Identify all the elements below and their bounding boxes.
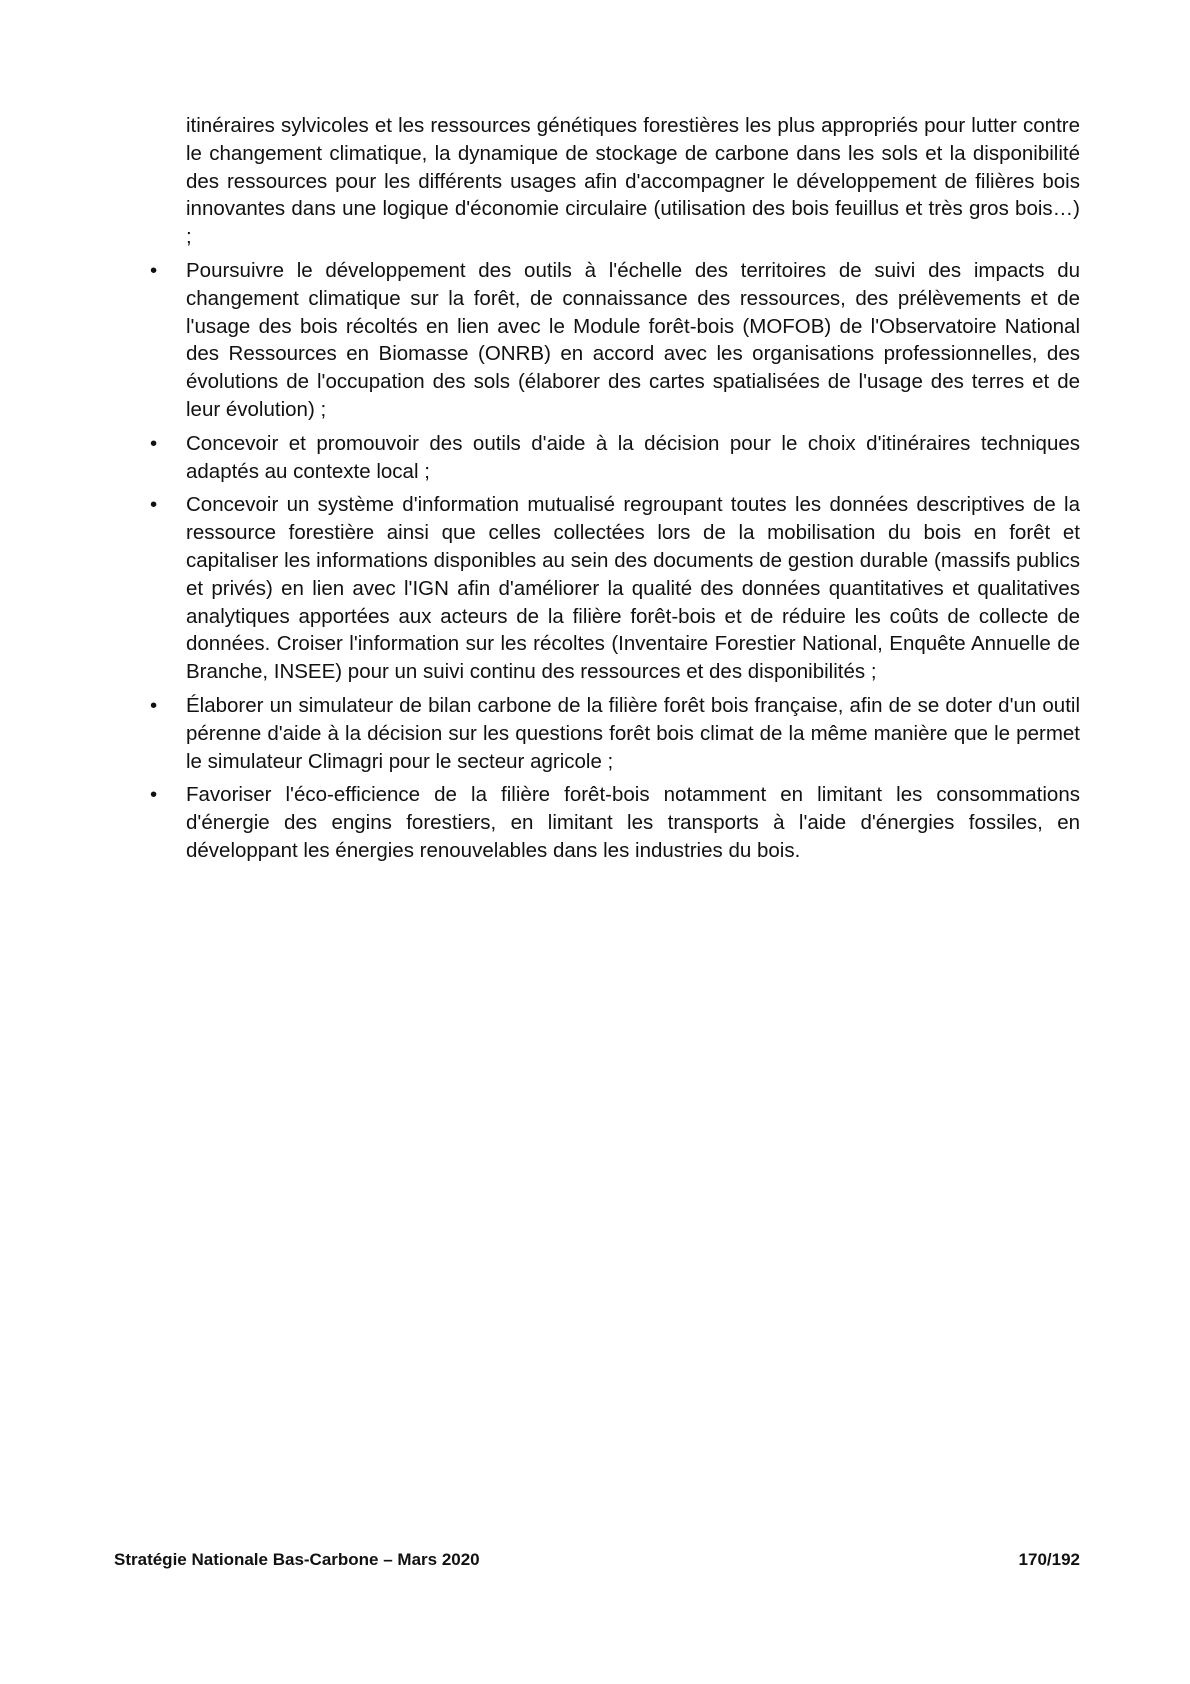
list-item — [150, 781, 1080, 864]
bullet-icon: • — [150, 693, 158, 717]
bullet-list — [150, 257, 1080, 865]
page-number: 170/192 — [1018, 1550, 1080, 1569]
bullet-icon: • — [150, 258, 158, 282]
bullet-text: Favoriser l'éco-efficience de la filière forêt-bois notamment en limitant les consommations d'énergie des engins forestiers, en limitant les transports à l'aide d'énergies fossiles, en développant les énergies renouvelables dans les industries du bois. — [186, 783, 1080, 862]
continuation-paragraph: itinéraires sylvicoles et les ressources génétiques forestières les plus appropriés pour lutter contre le changement climatique, la dynamique de stockage de carbone dans les sols et la disponibilité des ressources pour les différents usages afin d'accompagner le développement de filières bois innovantes dans une logique d'économie circulaire (utilisation des bois feuillus et très gros bois…) ; — [186, 114, 1080, 249]
bullet-icon: • — [150, 431, 158, 455]
bullet-text: Poursuivre le développement des outils à l'échelle des territoires de suivi des impacts du changement climatique sur la forêt, de connaissance des ressources, des prélèvements et de l'usage des bois récoltés en lien avec le Module forêt-bois (MOFOB) de l'Observatoire National des Ressources en Biomasse (ONRB) en accord avec les organisations professionnelles, des évolutions de l'occupation des sols (élaborer des cartes spatialisées de l'usage des terres et de leur évolution) ; — [186, 258, 1080, 421]
list-item — [150, 491, 1080, 686]
footer-title: Stratégie Nationale Bas-Carbone – Mars 2020 — [114, 1550, 480, 1569]
bullet-text: Élaborer un simulateur de bilan carbone de la filière forêt bois française, afin de se doter d'un outil pérenne d'aide à la décision sur les questions forêt bois climat de la même manière que le permet le simulateur Climagri pour le secteur agricole ; — [186, 693, 1080, 773]
bullet-icon: • — [150, 493, 158, 517]
list-item — [150, 257, 1080, 424]
list-item — [150, 430, 1080, 486]
list-item — [150, 692, 1080, 775]
bullet-text: Concevoir un système d'information mutualisé regroupant toutes les données descriptives de la ressource forestière ainsi que celles collectées lors de la mobilisation du bois en forêt et capitaliser les informations disponibles au sein des documents de gestion durable (massifs publics et privés) en lien avec l'IGN afin d'améliorer la qualité des données quantitatives et qualitatives analytiques apportées aux acteurs de la filière forêt-bois et de réduire les coûts de collecte de données. Croiser l'information sur les récoltes (Inventaire Forestier National, Enquête Annuelle de Branche, INSEE) pour un suivi continu des ressources et des disponibilités ; — [186, 493, 1080, 684]
bullet-icon: • — [150, 783, 158, 807]
bullet-text: Concevoir et promouvoir des outils d'aide à la décision pour le choix d'itinéraires techniques adaptés au contexte local ; — [186, 431, 1080, 483]
document-body — [150, 112, 1080, 871]
